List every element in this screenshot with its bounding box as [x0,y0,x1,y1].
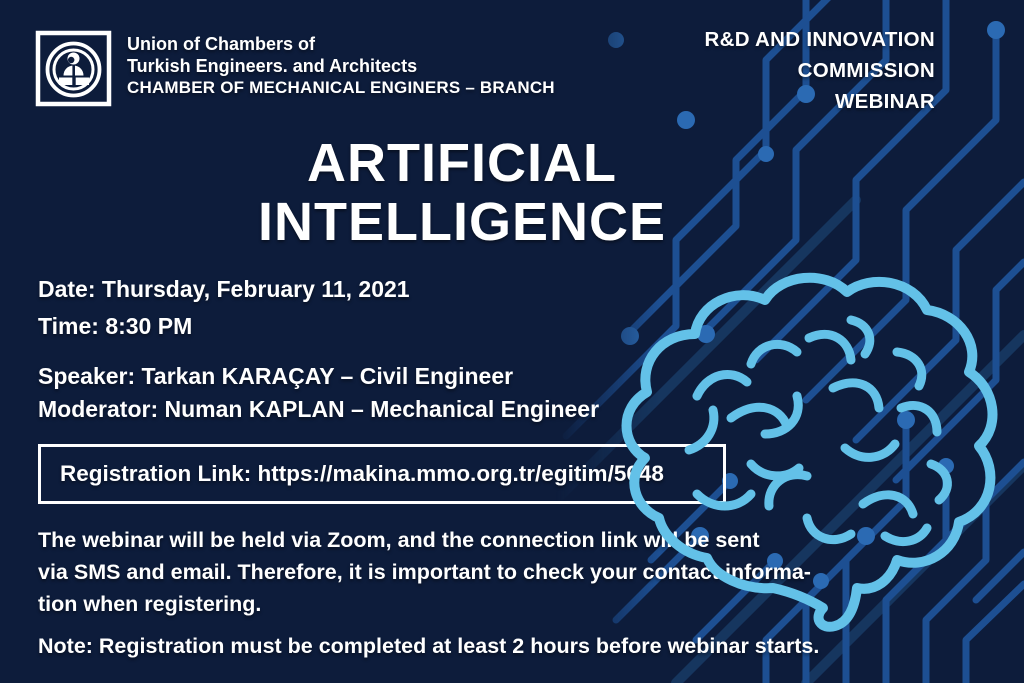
description-line-1: The webinar will be held via Zoom, and the connection link will be sent [38,528,760,552]
commission-line-2: COMMISSION [797,59,935,82]
registration-link-label: Registration Link: [60,461,252,486]
title-line-2: INTELLIGENCE [257,192,666,252]
title-line-1: ARTIFICIAL [307,133,617,193]
organization-logo-icon [35,30,112,107]
commission-header [704,24,935,117]
event-moderator: Moderator: Numan KAPLAN – Mechanical Engineer [38,396,600,422]
organization-line-1: Union of Chambers of [127,34,315,54]
description-line-2: via SMS and email. Therefore, it is important to check your contact informa- [38,560,811,584]
organization-name [127,33,555,99]
event-date: Date: Thursday, February 11, 2021 [38,276,410,302]
webinar-description [38,524,811,620]
event-speaker: Speaker: Tarkan KARAÇAY – Civil Engineer [38,363,514,389]
registration-note: Note: Registration must be completed at least 2 hours before webinar starts. [38,634,820,658]
page-title [112,134,812,252]
commission-line-1: R&D AND INNOVATION [704,28,935,51]
description-line-3: tion when registering. [38,592,262,616]
registration-link-url: https://makina.mmo.org.tr/egitim/5648 [257,461,664,486]
registration-link-box [38,444,726,504]
organization-line-2: Turkish Engineers. and Architects [127,56,418,76]
organization-line-3: CHAMBER OF MECHANICAL ENGINERS – BRANCH [127,78,555,97]
event-time: Time: 8:30 PM [38,313,193,339]
commission-line-3: WEBINAR [834,90,935,113]
